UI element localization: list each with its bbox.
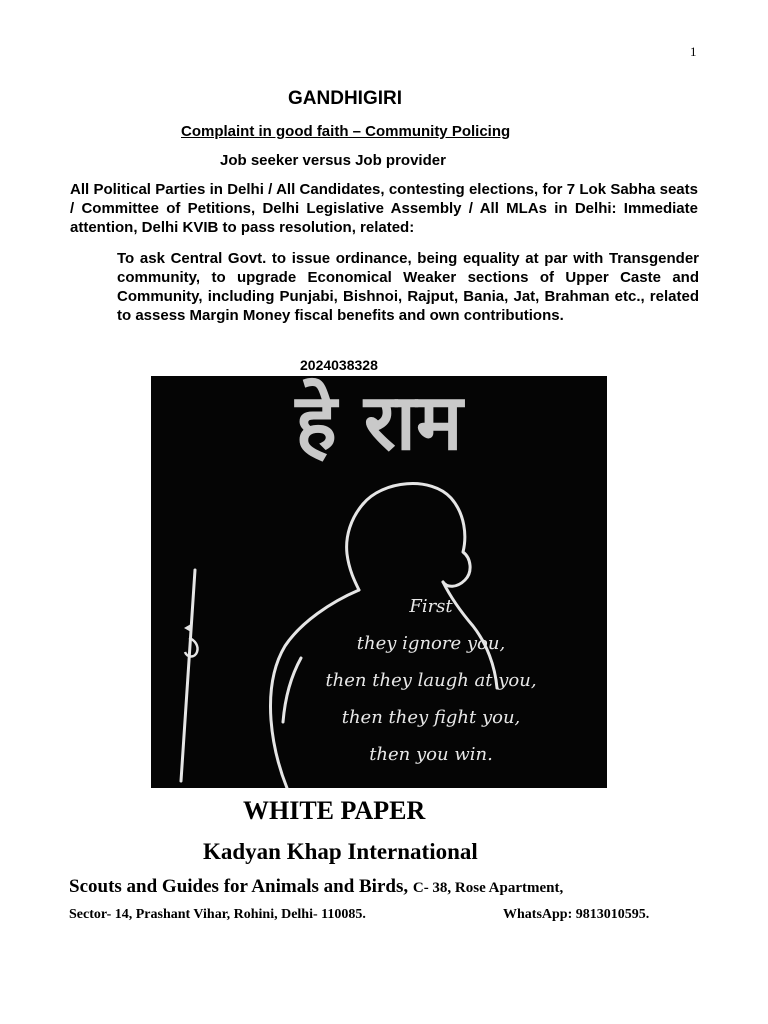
organization-unit-line (69, 876, 709, 898)
address-line (69, 907, 709, 923)
white-paper-heading: WHITE PAPER (243, 796, 426, 825)
quote-line: then they laugh at you, (325, 670, 537, 691)
reference-number: 2024038328 (300, 357, 378, 373)
subject-paragraph: To ask Central Govt. to issue ordinance, being equality at par with Transgender community, to upgrade Economical Weaker sections of Upper Caste and Community, including Punjabi, Bishnoi, Rajput, Bania, Jat, Brahman etc., related to assess Margin Money fiscal benefits and own contributions. (117, 250, 699, 324)
organization-name: Kadyan Khap International (203, 839, 478, 864)
document-subtitle-secondary: Job seeker versus Job provider (220, 152, 446, 169)
organization-unit: Scouts and Guides for Animals and Birds, (69, 876, 409, 897)
address-part-2: Sector- 14, Prashant Vihar, Rohini, Delhi- 110085. (69, 907, 366, 922)
document-title: GANDHIGIRI (288, 88, 402, 109)
document-subtitle: Complaint in good faith – Community Policing (181, 123, 511, 140)
poster-hindi-title: हे राम (295, 378, 463, 468)
gandhi-poster (151, 376, 607, 788)
address-part-1: C- 38, Rose Apartment, (412, 880, 564, 896)
page-number: 1 (690, 44, 697, 59)
quote-line: then you win. (369, 744, 493, 765)
whatsapp-number: WhatsApp: 9813010595. (503, 907, 650, 922)
quote-line: then they fight you, (341, 707, 521, 728)
quote-line: they ignore you, (356, 633, 506, 654)
quote-line: First (409, 596, 453, 617)
addressees-paragraph: All Political Parties in Delhi / All Candidates, contesting elections, for 7 Lok Sabha seats / Committee of Petitions, Delhi Legislative Assembly / All MLAs in Delhi: Immediate attention, Delhi KVIB to pass resolution, related: (70, 181, 698, 236)
poster-quote (271, 588, 591, 773)
